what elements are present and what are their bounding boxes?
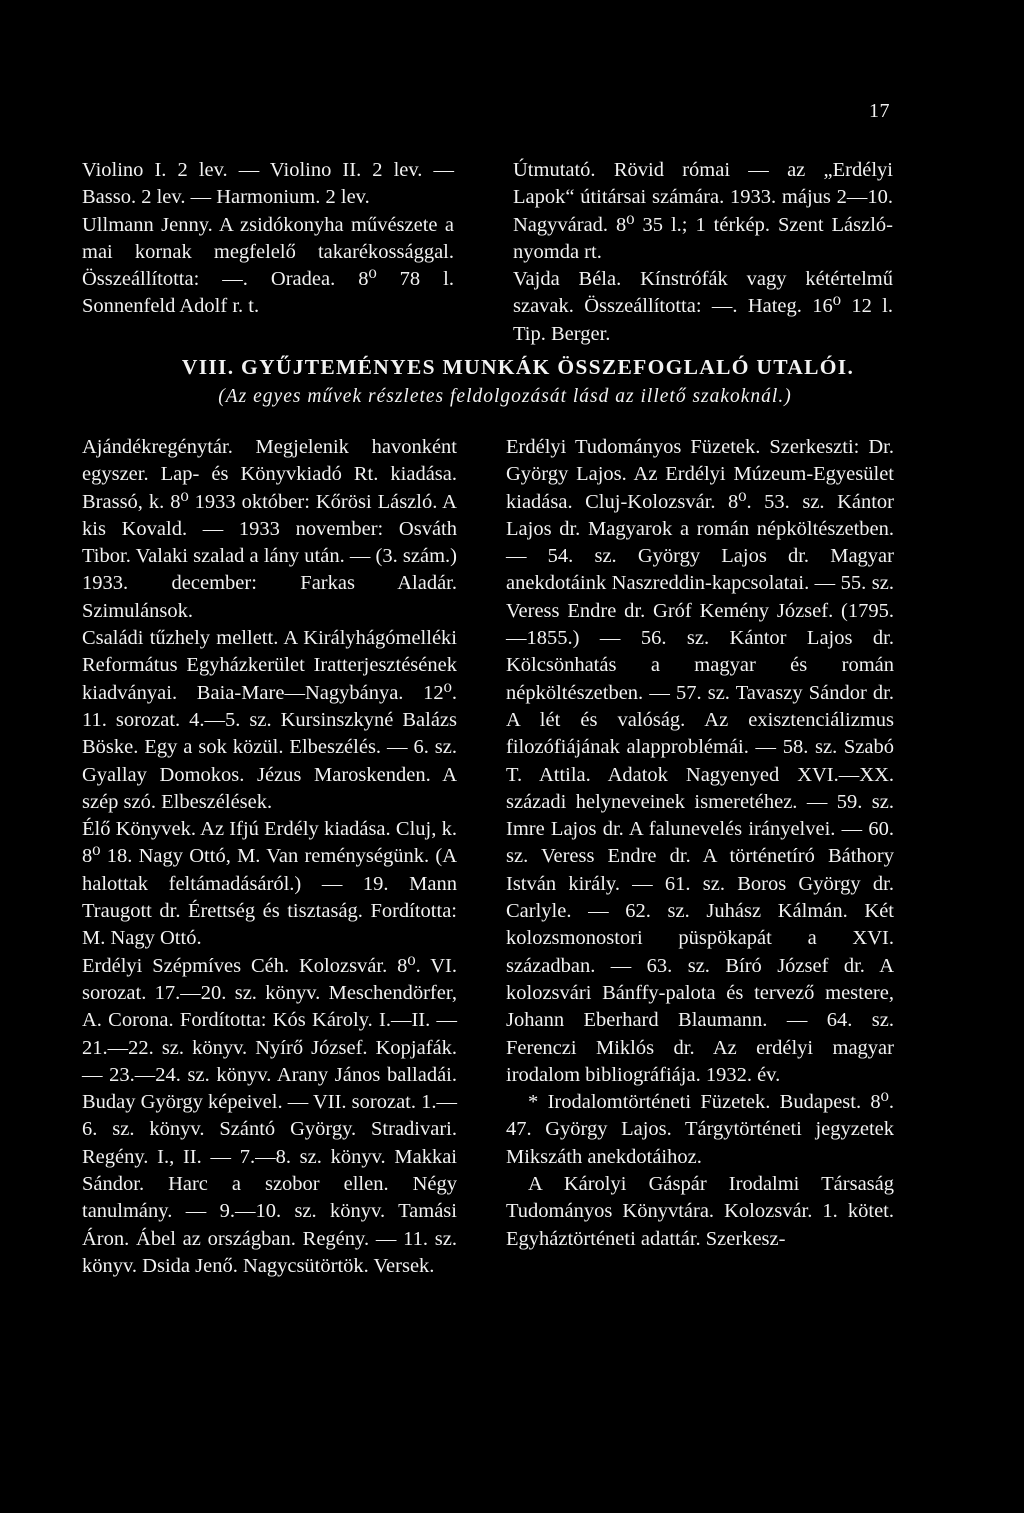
entry-ajandekregenytar: Ajándékregénytár. Megjelenik havonként egyszer. Lap- és Könyvkiadó Rt. kiadása. Brassó, k. 8⁰ 1933 október: Kőrösi László. A kis Kovald. — 1933 november: Osváth Tibor. Valaki szalad a lány után. — (3. szám.) 1933. december: Farkas Aladár. Szimulánsok. [82, 436, 457, 622]
entry-violino: Violino I. 2 lev. — Violino II. 2 lev. — Basso. 2 lev. — Harmonium. 2 lev. [82, 159, 454, 209]
top-left-column [82, 157, 454, 321]
entry-utmutato: Útmutató. Rövid római — az „Erdélyi Lapok“ útitársai számára. 1933. május 2—10. Nagyvárad. 8⁰ 35 l.; 1 térkép. Szent László-nyomda rt. [513, 159, 893, 263]
entry-csaladi-tuzhely: Családi tűzhely mellett. A Királyhágómelléki Református Egyházkerület Iratterjesztésének kiadványai. Baia-Mare—Nagybánya. 12⁰. 11. sorozat. 4.—5. sz. Kursinszkyné Balázs Böske. Egy a sok közül. Elbeszélés. — 6. sz. Gyallay Domokos. Jézus Maroskenden. A szép szó. Elbeszélések. [82, 627, 457, 813]
bottom-right-column [506, 434, 894, 1253]
entry-elo-konyvek: Élő Könyvek. Az Ifjú Erdély kiadása. Cluj, k. 8⁰ 18. Nagy Ottó, M. Van reménységünk. (A halottak feltámadásáról.) — 19. Mann Traugott dr. Érettség és tisztaság. Fordította: M. Nagy Ottó. [82, 818, 457, 950]
entry-ullmann: Ullmann Jenny. A zsidókonyha művészete a mai kornak megfelelő takarékossággal. Összeállította: —. Oradea. 8⁰ 78 l. Sonnenfeld Adolf r. t. [82, 213, 454, 318]
top-right-column [513, 157, 893, 348]
entry-vajda: Vajda Béla. Kínstrófák vagy kétértelmű szavak. Összeállította: —. Hateg. 16⁰ 12 l. Tip. Berger. [513, 268, 893, 345]
entry-erdelyi-szepmives-ceh: Erdélyi Szépmíves Céh. Kolozsvár. 8⁰. VI. sorozat. 17.—20. sz. könyv. Meschendörfer, A. Corona. Fordította: Kós Károly. I.—II. — 21.—22. sz. könyv. Nyírő József. Kopjafák. — 23.—24. sz. könyv. Arany János balladái. Buday György képeivel. — VII. sorozat. 1.—6. sz. könyv. Szántó György. Stradivari. Regény. I., II. — 7.—8. sz. könyv. Makkai Sándor. Harc a szobor ellen. Négy tanulmány. — 9.—10. sz. könyv. Tamási Áron. Ábel az országban. Regény. — 11. sz. könyv. Dsida Jenő. Nagycsütörtök. Versek. [82, 954, 458, 1277]
entry-erdelyi-tudomanyos-fuzetek: Erdélyi Tudományos Füzetek. Szerkeszti: Dr. György Lajos. Az Erdélyi Múzeum-Egyesület kiadása. Cluj-Kolozsvár. 8⁰. 53. sz. Kántor Lajos dr. Magyarok a román népköltészetben. — 54. sz. György Lajos dr. Magyar anekdotáink Naszreddin-kapcsolatai. — 55. sz. Veress Endre dr. Gróf Kemény József. (1795.—1855.) — 56. sz. Kántor Lajos dr. Kölcsönhatás a magyar és román népköltészetben. — 57. sz. Tavaszy Sándor dr. A lét és valóság. Az exisztenciálizmus filozófiájának alapproblémái. — 58. sz. Szabó T. Attila. Adatok Nagyenyed XVI.—XX. századi helyneveinek ismeretéhez. — 59. sz. Imre Lajos dr. A falunevelés irányelvei. — 60. sz. Veress Endre dr. A történetíró Báthory István király. — 61. sz. Boros György dr. Carlyle. — 62. sz. Juhász Kálmán. Két kolozsmonostori püspökapát a XVI. században. — 63. sz. Bíró József dr. A kolozsvári Bánffy-palota és tervező mestere, Johann Eberhard Blaumann. — 64. sz. Ferenczi Miklós dr. Az erdélyi magyar irodalom bibliográfiája. 1932. év. [506, 436, 894, 1086]
bottom-left-column [82, 434, 457, 1280]
section-subheading: (Az egyes művek részletes feldolgozását lásd az illető szakoknál.) [218, 386, 792, 407]
entry-irodalomtorteneti-fuzetek: * Irodalomtörténeti Füzetek. Budapest. 8⁰. 47. György Lajos. Tárgytörténeti jegyzetek Mikszáth anekdotáihoz. [506, 1091, 894, 1168]
page-number: 17 [869, 100, 890, 122]
section-heading: VIII. GYŰJTEMÉNYES MUNKÁK ÖSSZEFOGLALÓ UTALÓI. [181, 355, 855, 379]
entry-karolyi-gaspar: A Károlyi Gáspár Irodalmi Társaság Tudományos Könyvtára. Kolozsvár. 1. kötet. Egyháztörténeti adattár. Szerkesz- [506, 1173, 894, 1250]
